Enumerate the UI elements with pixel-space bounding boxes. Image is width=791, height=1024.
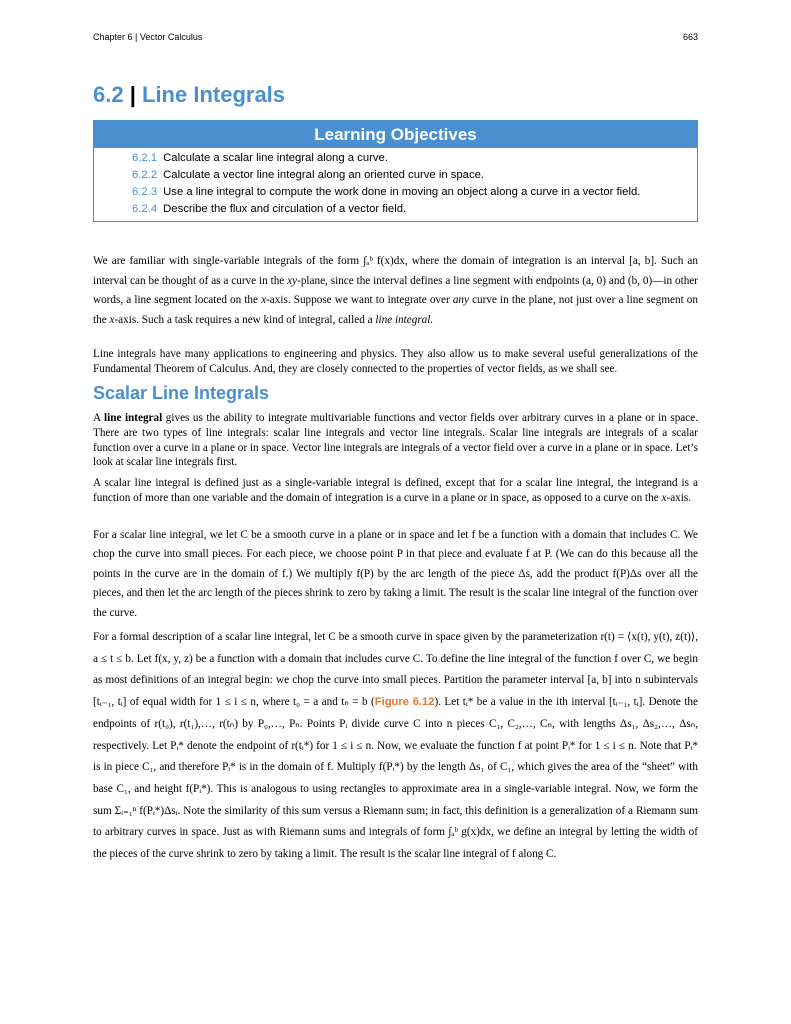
learning-objectives-list: [94, 148, 697, 221]
objective-text: Use a line integral to compute the work done in moving an object along a curve in a vector field.: [163, 186, 641, 198]
text-run: We are familiar with single-variable integrals of the form ∫ₐᵇ f(x)dx, where the domain of integration is an interval [a, b]. Such an interval can be thought of as a curve in the: [93, 255, 698, 287]
text-run: line integral.: [375, 313, 434, 326]
text-run: A: [93, 412, 104, 424]
objective-text: Calculate a vector line integral along an oriented curve in space.: [163, 169, 485, 181]
text-run: For a formal description of a scalar line integral, let C be a smooth curve in space given by the parameterization r(t) = ⟨x(t), y(t), z(t)⟩, a ≤ t ≤ b. Let f(x, y, z) be a function with a domain that includes curve C. To define the line integral of the function f over C, we begin as most definitions of an integral begin: we chop the curve into small pieces. Partition the parameter interval [a, b] into n subintervals [tᵢ₋₁, tᵢ] of equal width for 1 ≤ i ≤ n, where t₀ = a and tₙ = b (: [93, 631, 698, 709]
text-run: -plane, since the interval defines a line segment with endpoints (a, 0) and (b, 0)—in other words, a line segment located on the: [93, 274, 698, 306]
objective-text: Describe the flux and circulation of a vector field.: [163, 203, 407, 215]
formal-description-paragraph: [93, 627, 698, 866]
text-run: x: [661, 491, 667, 504]
text-run: curve in the plane, not just over a line segment on the: [93, 294, 698, 326]
text-run: xy: [287, 274, 298, 287]
objective-number[interactable]: 6.2.4: [132, 203, 158, 215]
applications-paragraph: Line integrals have many applications to engineering and physics. They also allow us to make several useful generalizations of the Fundamental Theorem of Calculus. And, they are closely connected to the properties of vector fields, as we shall see.: [93, 348, 698, 375]
learning-objectives-heading: Learning Objectives: [94, 121, 697, 148]
text-run: gives us the ability to integrate multivariable functions and vector fields over arbitrary curves in a plane or in space. There are two types of line integrals: scalar line integrals and vector line integrals. Scalar line integrals are integrals of a scalar function over a curve in a plane or in space. Vector line integrals are integrals of a vector field over a curve in a plane or in space. Let’s look at scalar line integrals first.: [93, 412, 698, 469]
subsection-title: Scalar Line Integrals: [93, 383, 270, 403]
section-separator: |: [129, 82, 136, 107]
text-run: -axis.: [666, 491, 692, 504]
section-title: [93, 82, 285, 108]
chop-curve-paragraph: For a scalar line integral, we let C be a smooth curve in a plane or in space and let f be a function with a domain that includes C. We chop the curve into small pieces. For each piece, we choose point P in that piece and evaluate f at P. (We can do this because all the points in the curve are in the domain of f.) We multiply f(P) by the arc length of the piece Δs, add the product f(P)Δs over all the pieces, and then let the arc length of the pieces shrink to zero by taking a limit. The result is the scalar line integral of the function over the curve.: [93, 529, 698, 619]
text-run: x: [109, 313, 115, 326]
objective-text: Calculate a scalar line integral along a curve.: [163, 152, 388, 164]
text-run: any: [452, 294, 469, 306]
definition-paragraph: [93, 411, 698, 470]
objective-item: [132, 201, 667, 218]
intro-paragraph: [93, 252, 698, 330]
objective-item: [132, 150, 667, 167]
objective-item: [132, 184, 667, 201]
objective-number[interactable]: 6.2.2: [132, 169, 158, 181]
section-title-text: Line Integrals: [142, 82, 286, 107]
text-run: -axis. Such a task requires a new kind of integral, called a: [114, 313, 376, 326]
learning-objectives-box: [93, 120, 698, 222]
text-run: A scalar line integral is defined just as a single-variable integral is defined, except that for a scalar line integral, the integrand is a function of more than one variable and the domain of integration is a curve in a plane or in space, as opposed to a curve on the: [93, 477, 698, 504]
figure-link[interactable]: Figure 6.12: [374, 696, 435, 709]
text-run: x: [261, 294, 267, 306]
objective-item: [132, 167, 667, 184]
section-number: 6.2: [93, 82, 124, 107]
text-run: ). Let tᵢ* be a value in the ith interval [tᵢ₋₁, tᵢ]. Denote the endpoints of r(t₀), r(t₁),…, r(tₙ) by P₀,…, Pₙ. Points Pᵢ divide curve C into n pieces C₁, C₂,…, Cₙ, with lengths Δs₁, Δs₂,…, Δsₙ, respectively. Let Pᵢ* denote the endpoint of r(tᵢ*) for 1 ≤ i ≤ n. Now, we evaluate the function f at point Pᵢ* for 1 ≤ i ≤ n. Note that Pᵢ* is in piece C₁, and therefore Pᵢ* is in the domain of f. Multiply f(Pᵢ*) by the length Δs₁ of C₁, which gives the area of the “sheet” with base C₁, and height f(Pᵢ*). This is analogous to using rectangles to approximate area in a single-variable integral. Now, we form the sum Σᵢ₌₁ⁿ f(Pᵢ*)Δsᵢ. Note the similarity of this sum versus a Riemann sum; in fact, this definition is a generalization of a Riemann sum to arbitrary curves in space. Just as with Riemann sums and integrals of form ∫ₐᵇ g(x)dx, we define an integral by letting the width of the pieces of the curve shrink to zero by taking a limit. The result is the scalar line integral of f along C.: [93, 696, 698, 861]
page-number: 663: [682, 32, 698, 42]
text-run: -axis. Suppose we want to integrate over: [266, 294, 453, 306]
objective-number[interactable]: 6.2.3: [132, 186, 158, 198]
scalar-integral-paragraph: [93, 476, 698, 506]
chapter-label: Chapter 6 | Vector Calculus: [93, 32, 203, 42]
key-term: line integral: [104, 412, 163, 424]
objective-number[interactable]: 6.2.1: [132, 152, 158, 164]
